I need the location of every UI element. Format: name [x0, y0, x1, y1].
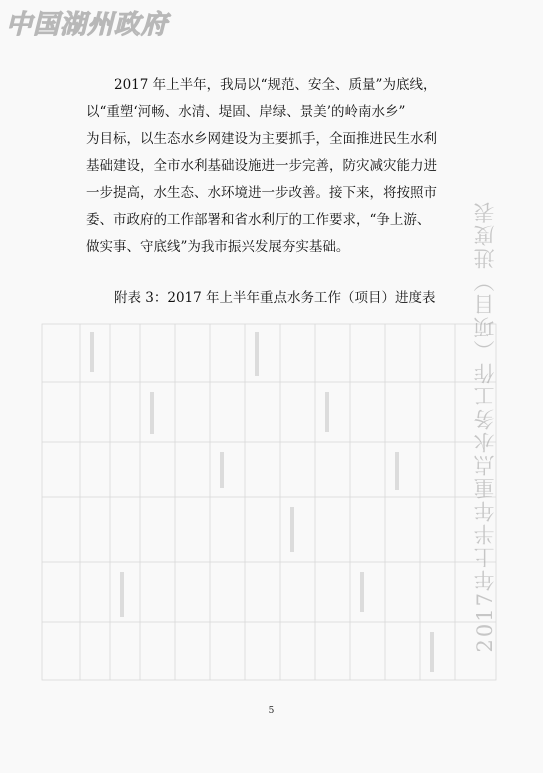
paragraph-line: 为目标，以生态水乡网建设为主要抓手，全面推进民生水利 — [86, 131, 437, 147]
site-watermark-logo: 中国湖州政府 — [6, 10, 169, 40]
page-number: 5 — [268, 706, 275, 716]
bleed-through-table — [40, 322, 498, 682]
body-paragraph — [86, 72, 468, 261]
paragraph-line: 2017 年上半年，我局以“规范、安全、质量”为底线， — [114, 77, 437, 93]
bleed-through-title: 2017年上半年重点水务工作（项目）进度表 — [473, 200, 497, 653]
paragraph-line: 委、市政府的工作部署和省水利厅的工作要求，“争上游、 — [86, 212, 431, 228]
paragraph-line: 做实事、守底线”为我市振兴发展夯实基础。 — [86, 239, 350, 255]
paragraph-line: 基础建设，全市水利基础设施进一步完善，防灾减灾能力进 — [86, 158, 437, 174]
appendix-title: 附表 3：2017 年上半年重点水务工作（项目）进度表 — [114, 290, 436, 306]
paragraph-line: 以“重塑‘河畅、水清、堤固、岸绿、景美’的岭南水乡” — [86, 104, 406, 120]
paragraph-line: 一步提高，水生态、水环境进一步改善。接下来，将按照市 — [86, 185, 437, 201]
